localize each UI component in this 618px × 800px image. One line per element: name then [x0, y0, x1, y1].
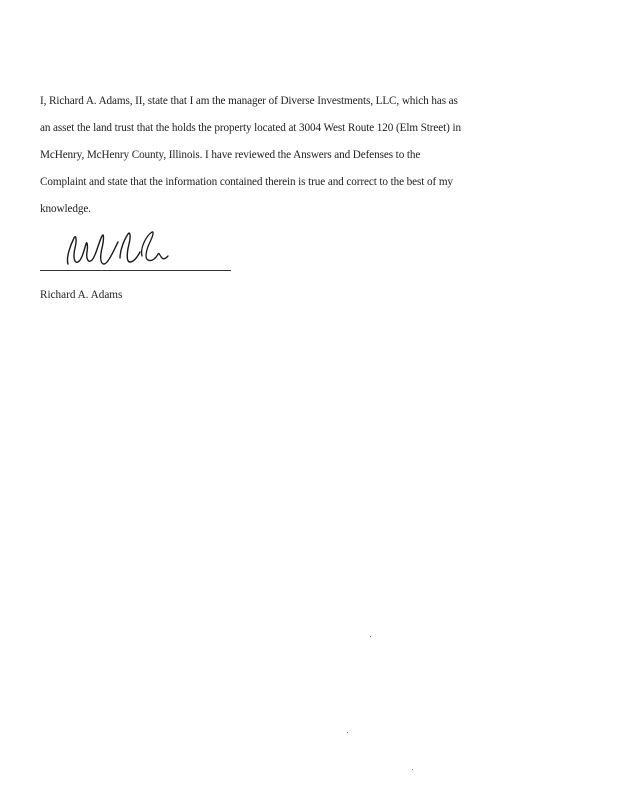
- signature-block: [40, 228, 240, 276]
- handwritten-signature: [58, 228, 178, 272]
- signature-line: [40, 270, 231, 271]
- statement-line: McHenry, McHenry County, Illinois. I have reviewed the Answers and Defenses to the: [40, 149, 421, 161]
- scan-speck: [412, 769, 413, 770]
- signer-name: Richard A. Adams: [40, 289, 123, 301]
- scan-speck: [370, 636, 371, 637]
- statement-line: an asset the land trust that the holds the property located at 3004 West Route 120 (Elm Street) in: [40, 122, 461, 134]
- scan-speck: [347, 732, 348, 733]
- statement-line: I, Richard A. Adams, II, state that I am the manager of Diverse Investments, LLC, which has as: [40, 95, 458, 107]
- statement-line: Complaint and state that the information contained therein is true and correct to the best of my: [40, 176, 453, 188]
- verification-statement: [40, 88, 580, 223]
- statement-line: knowledge.: [40, 203, 91, 215]
